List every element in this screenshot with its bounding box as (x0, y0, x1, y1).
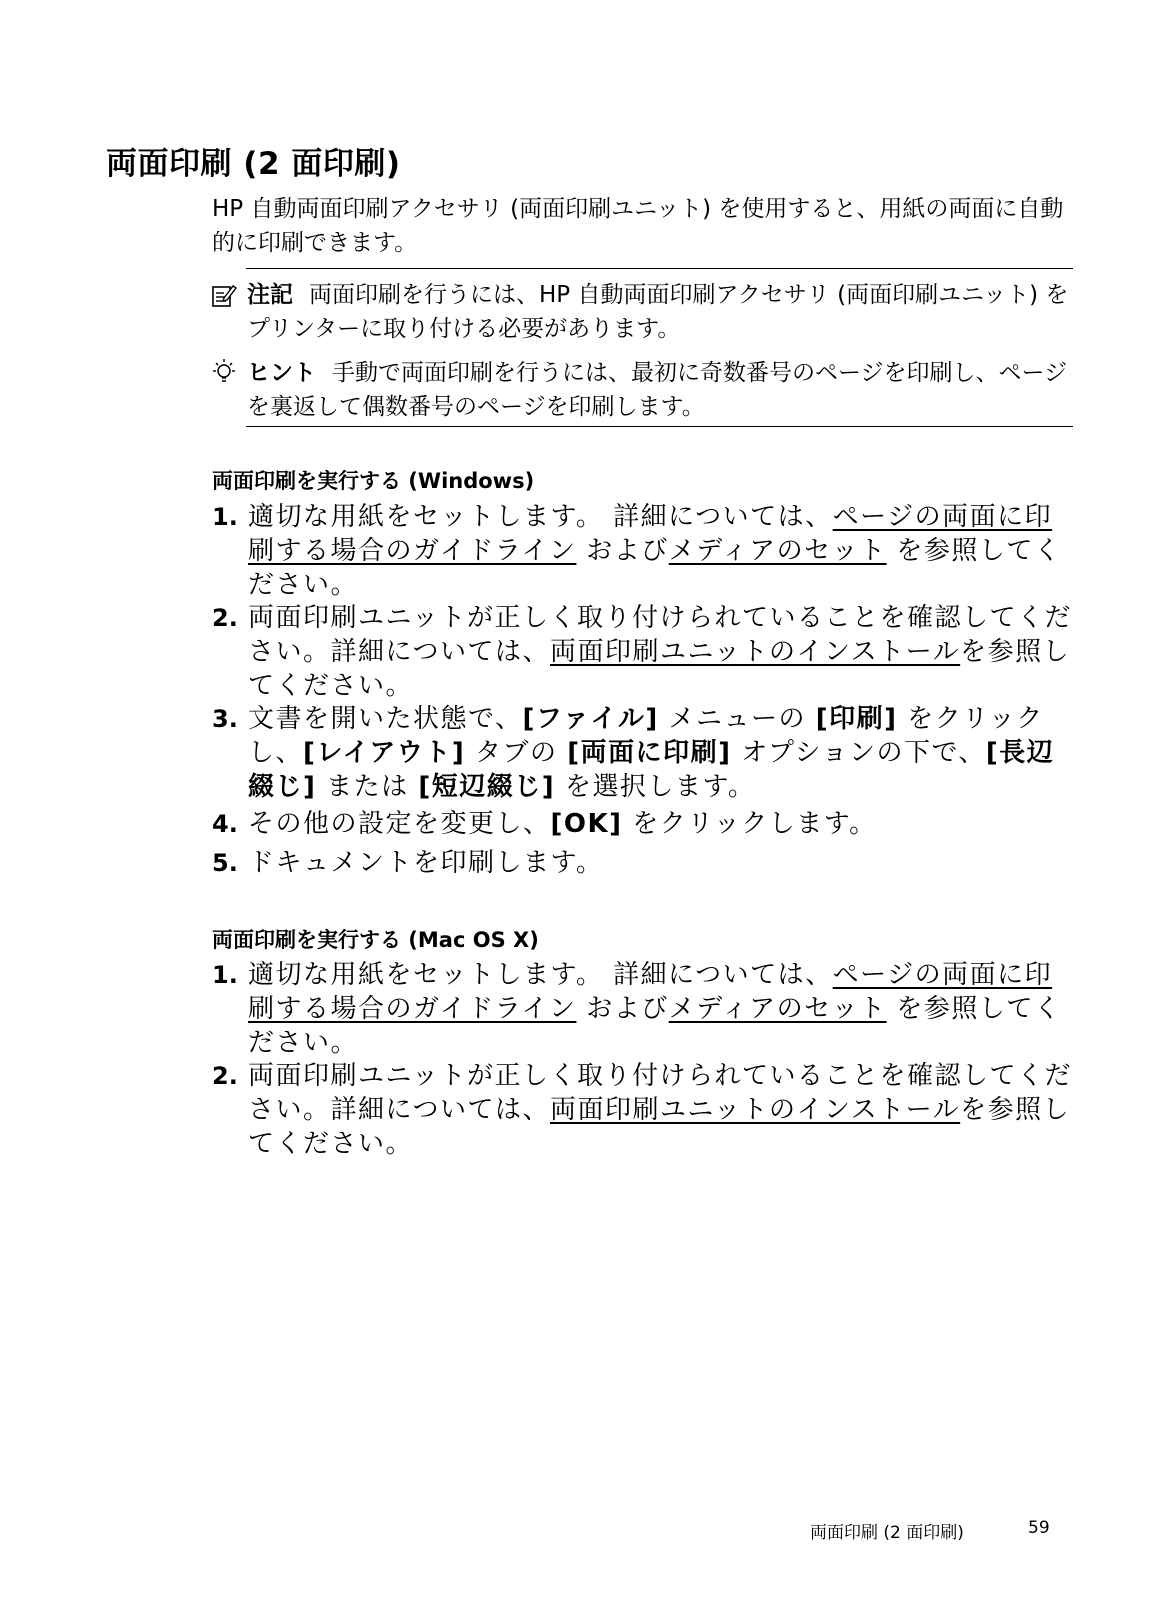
page-number: 59 (1028, 1518, 1050, 1538)
hint-body: 手動で両面印刷を行うには、最初に奇数番号のページを印刷し、ページを裏返して偶数番号のページを印刷します。 (247, 360, 1068, 420)
list-item: 3. 文書を開いた状態で、[ファイル] メニューの [印刷] をクリックし、[レイアウト] タブの [両面に印刷] オプションの下で、[長辺綴じ] または [短辺綴じ] を選択します。 (212, 704, 1055, 802)
list-item: 1. 適切な用紙をセットします。 詳細については、ページの両面に印刷する場合のガイドライン およびメディアのセット を参照してください。 (212, 502, 1062, 600)
load-media-link[interactable]: メディアのセット (668, 994, 887, 1024)
note-label: 注記 (247, 282, 293, 308)
list-item: 5. ドキュメントを印刷します。 (212, 848, 604, 878)
page-title: 両面印刷 (2 面印刷) (106, 146, 401, 182)
lightbulb-icon (211, 358, 237, 390)
footer-section-title: 両面印刷 (2 面印刷) (810, 1523, 964, 1543)
list-item: 1. 適切な用紙をセットします。 詳細については、ページの両面に印刷する場合のガイドライン およびメディアのセット を参照してください。 (212, 960, 1062, 1058)
install-duplexer-link[interactable]: 両面印刷ユニットのインストール (549, 637, 961, 667)
note-text (247, 278, 1077, 346)
mac-heading: 両面印刷を実行する (Mac OS X) (212, 928, 539, 952)
note-top-rule (246, 268, 1073, 269)
intro-paragraph: HP 自動両面印刷アクセサリ (両面印刷ユニット) を使用すると、用紙の両面に自動的に印刷できます。 (212, 196, 1064, 256)
duplex-guidelines-link[interactable]: ページの両面に印刷する場合のガイドライン (248, 502, 1053, 566)
duplex-guidelines-link[interactable]: ページの両面に印刷する場合のガイドライン (248, 960, 1053, 1024)
list-item: 2. 両面印刷ユニットが正しく取り付けられていることを確認してください。詳細については、両面印刷ユニットのインストールを参照してください。 (212, 1061, 1072, 1159)
hint-label: ヒント (247, 360, 316, 386)
load-media-link[interactable]: メディアのセット (668, 536, 887, 566)
hint-text (247, 356, 1077, 424)
install-duplexer-link[interactable]: 両面印刷ユニットのインストール (549, 1095, 961, 1125)
windows-heading: 両面印刷を実行する (Windows) (212, 469, 535, 493)
hint-bottom-rule (246, 426, 1073, 427)
note-body: 両面印刷を行うには、HP 自動両面印刷アクセサリ (両面印刷ユニット) をプリンターに取り付ける必要があります。 (247, 282, 1069, 342)
note-icon (211, 283, 237, 313)
list-item: 2. 両面印刷ユニットが正しく取り付けられていることを確認してください。詳細については、両面印刷ユニットのインストールを参照してください。 (212, 603, 1072, 701)
list-item: 4. その他の設定を変更し、[OK] をクリックします。 (212, 809, 877, 839)
